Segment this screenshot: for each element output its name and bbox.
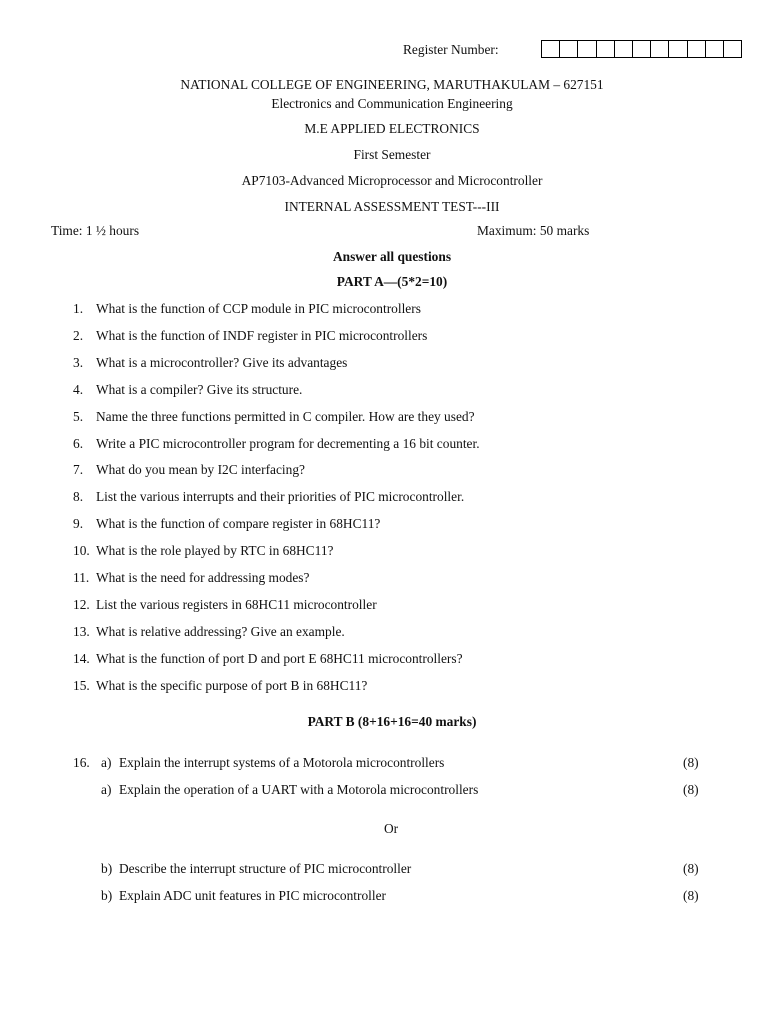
q16-item-1-marks: (8) <box>683 755 699 770</box>
instruction: Answer all questions <box>332 249 452 264</box>
question-number: 4. <box>73 382 84 397</box>
question-number: 1. <box>73 301 84 316</box>
register-digit-box[interactable] <box>614 40 633 58</box>
register-digit-box[interactable] <box>723 40 742 58</box>
course-title: AP7103-Advanced Microprocessor and Microcontroller <box>241 173 543 188</box>
question-number: 7. <box>73 462 84 477</box>
register-digit-box[interactable] <box>632 40 651 58</box>
q16-item-4-marks: (8) <box>683 888 699 903</box>
register-number-boxes[interactable] <box>541 40 742 58</box>
register-digit-box[interactable] <box>596 40 615 58</box>
program-name: M.E APPLIED ELECTRONICS <box>304 121 480 136</box>
question-number: 6. <box>73 436 84 451</box>
question-text: What is a compiler? Give its structure. <box>96 382 303 397</box>
question-text: What is the specific purpose of port B in 68HC11? <box>96 678 368 693</box>
q16-item-4-label: b) <box>101 888 113 903</box>
question-text: What is the function of CCP module in PIC microcontrollers <box>96 301 421 316</box>
question-text: What is the need for addressing modes? <box>96 570 310 585</box>
time-allowed: Time: 1 ½ hours <box>51 223 140 238</box>
question-text: Write a PIC microcontroller program for decrementing a 16 bit counter. <box>96 436 480 451</box>
question-number: 13. <box>73 624 90 639</box>
question-text: List the various interrupts and their priorities of PIC microcontroller. <box>96 489 465 504</box>
q16-item-1-label: a) <box>101 755 112 770</box>
question-text: List the various registers in 68HC11 microcontroller <box>96 597 377 612</box>
question-number: 12. <box>73 597 90 612</box>
register-digit-box[interactable] <box>668 40 687 58</box>
part-b-title: PART B (8+16+16=40 marks) <box>307 714 477 729</box>
q16-item-4-text: Explain ADC unit features in PIC microcontroller <box>119 888 387 903</box>
department-name: Electronics and Communication Engineering <box>271 96 513 111</box>
part-a-title: PART A—(5*2=10) <box>336 274 448 289</box>
register-digit-box[interactable] <box>559 40 578 58</box>
q16-item-3-label: b) <box>101 861 113 876</box>
q16-item-2-label: a) <box>101 782 112 797</box>
or-separator: Or <box>384 821 399 836</box>
question-number: 10. <box>73 543 90 558</box>
semester: First Semester <box>353 147 431 162</box>
question-text: Name the three functions permitted in C compiler. How are they used? <box>96 409 475 424</box>
question-text: What is the function of INDF register in PIC microcontrollers <box>96 328 428 343</box>
question-text: What is the function of port D and port E 68HC11 microcontrollers? <box>96 651 463 666</box>
question-number: 8. <box>73 489 84 504</box>
test-title: INTERNAL ASSESSMENT TEST---III <box>284 199 500 214</box>
register-digit-box[interactable] <box>541 40 560 58</box>
q16-item-1-text: Explain the interrupt systems of a Motorola microcontrollers <box>119 755 445 770</box>
register-digit-box[interactable] <box>650 40 669 58</box>
question-text: What is the role played by RTC in 68HC11? <box>96 543 334 558</box>
question-text: What is the function of compare register in 68HC11? <box>96 516 381 531</box>
question-16-number: 16. <box>73 755 90 770</box>
question-number: 11. <box>73 570 90 585</box>
q16-item-2-marks: (8) <box>683 782 699 797</box>
question-text: What is a microcontroller? Give its advantages <box>96 355 348 370</box>
question-number: 2. <box>73 328 84 343</box>
question-number: 5. <box>73 409 84 424</box>
q16-item-3-marks: (8) <box>683 861 699 876</box>
question-text: What is relative addressing? Give an example. <box>96 624 345 639</box>
question-text: What do you mean by I2C interfacing? <box>96 462 305 477</box>
question-number: 9. <box>73 516 84 531</box>
maximum-marks: Maximum: 50 marks <box>477 223 590 238</box>
register-digit-box[interactable] <box>577 40 596 58</box>
question-number: 15. <box>73 678 90 693</box>
q16-item-2-text: Explain the operation of a UART with a Motorola microcontrollers <box>119 782 479 797</box>
register-digit-box[interactable] <box>705 40 724 58</box>
q16-item-3-text: Describe the interrupt structure of PIC microcontroller <box>119 861 412 876</box>
question-number: 3. <box>73 355 84 370</box>
register-number-label: Register Number: <box>403 42 499 57</box>
question-number: 14. <box>73 651 90 666</box>
register-digit-box[interactable] <box>687 40 706 58</box>
college-name: NATIONAL COLLEGE OF ENGINEERING, MARUTHAKULAM – 627151 <box>180 77 604 92</box>
